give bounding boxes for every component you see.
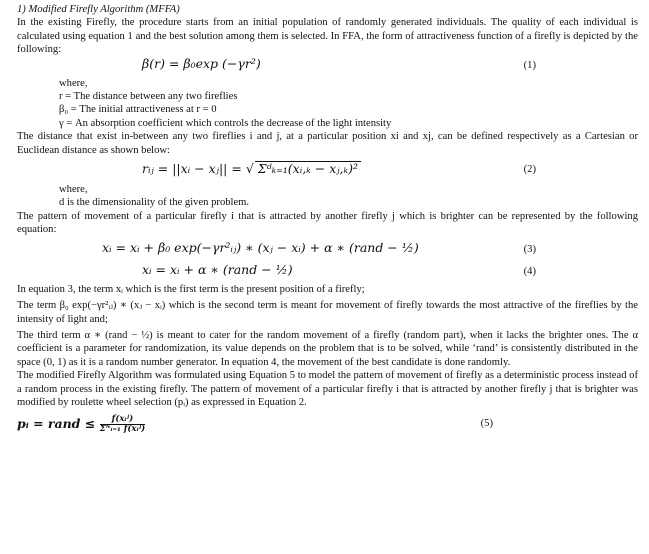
paragraph-term1: In equation 3, the term xᵢ which is the first term is the present position of a firefly; bbox=[17, 283, 365, 295]
equation-3-number: (3) bbox=[523, 243, 536, 255]
equation-2 bbox=[17, 157, 638, 183]
equation-3-math: xᵢ = xᵢ + β₀ exp(−γr²ᵢⱼ) ∗ (xⱼ − xᵢ) + α ∗ (rand − ½) bbox=[102, 239, 419, 255]
equation-4 bbox=[17, 261, 638, 283]
equation-2-number: (2) bbox=[523, 164, 536, 176]
equation-5-lhs: pᵢ = rand ≤ bbox=[17, 416, 100, 432]
equation-5-number: (5) bbox=[480, 418, 493, 430]
equation-1 bbox=[17, 57, 638, 77]
sqrt-icon: √ bbox=[245, 161, 254, 177]
equation-4-number: (4) bbox=[523, 265, 536, 277]
equation-3 bbox=[17, 237, 638, 261]
paragraph-intro: In the existing Firefly, the procedure starts from an initial population of randomly generated individuals. The quality of each individual is calculated using equation 1 and the best solution among them is selected. In FFA, the form of attractiveness function of a firefly is depicted by the following: bbox=[17, 17, 638, 56]
equation-2-math bbox=[142, 161, 361, 175]
paragraph-distance: The distance that exist in-between any two fireflies i and j, at a particular position xi and xj, can be defined respectively as a Cartesian or Euclidean distance as shown below: bbox=[17, 131, 638, 156]
paragraph-movement: The pattern of movement of a particular firefly i that is attracted by another firefly j which is brighter can be represented by the following equation: bbox=[17, 210, 638, 236]
paper-section bbox=[17, 3, 638, 439]
paragraph-term3: The third term α ∗ (rand − ½) is meant to cater for the random movement of a firefly (random part), when it lacks the brighter ones. The α coefficient is a parameter for randomization, its value depends on the problem that is to be solved, while ‘rand’ is consistently distributed in the space (0, 1) as it is a random number generator. In equation 4, the movement of the best candidate is done randomly. bbox=[17, 329, 638, 368]
equation-2-lhs: rᵢⱼ = ||xᵢ − xⱼ|| = bbox=[142, 161, 246, 177]
definition-gamma: γ = An absorption coefficient which controls the decrease of the light intensity bbox=[59, 117, 392, 129]
equation-1-number: (1) bbox=[523, 59, 536, 71]
equation-1-math: β(r) = β₀exp (−γr²) bbox=[142, 55, 261, 71]
equation-5-math bbox=[17, 415, 145, 434]
equation-5-fraction bbox=[100, 415, 146, 434]
equation-5-numerator: f(xᵢʲ) bbox=[100, 415, 146, 425]
paragraph-term2: The term β₀ exp(−γr²ᵢⱼ) ∗ (xⱼ − xᵢ) which is the second term is meant for movement of firefly towards the most attractive of the fireflies by the intensity of light and; bbox=[17, 300, 638, 325]
where-label-2: where, bbox=[59, 184, 88, 196]
section-heading: 1) Modified Firefly Algorithm (MFFA) bbox=[17, 4, 180, 15]
equation-4-math: xᵢ = xᵢ + α ∗ (rand − ½) bbox=[142, 261, 293, 277]
definition-d: d is the dimensionality of the given problem. bbox=[59, 197, 250, 209]
definition-beta0: β₀ = The initial attractiveness at r = 0 bbox=[59, 104, 217, 116]
equation-5-denominator: Σᴺᵢ₌₁ f(xᵢʲ) bbox=[99, 424, 146, 435]
paragraph-modified: The modified Firefly Algorithm was formulated using Equation 5 to model the pattern of movement of firefly as a deterministic process instead of a random process in the existing firefly. The pattern of movement of a particular firefly i that is attracted by another firefly j that is brighter was modified by roulette wheel selection (pᵢ) as expressed in Equation 2. bbox=[17, 370, 638, 408]
equation-2-radicand: Σᵈₖ₌₁(xᵢ,ₖ − xⱼ,ₖ)² bbox=[255, 161, 361, 175]
definition-r: r = The distance between any two fireflies bbox=[59, 91, 238, 103]
where-label-1: where, bbox=[59, 77, 88, 89]
equation-5 bbox=[17, 409, 638, 439]
